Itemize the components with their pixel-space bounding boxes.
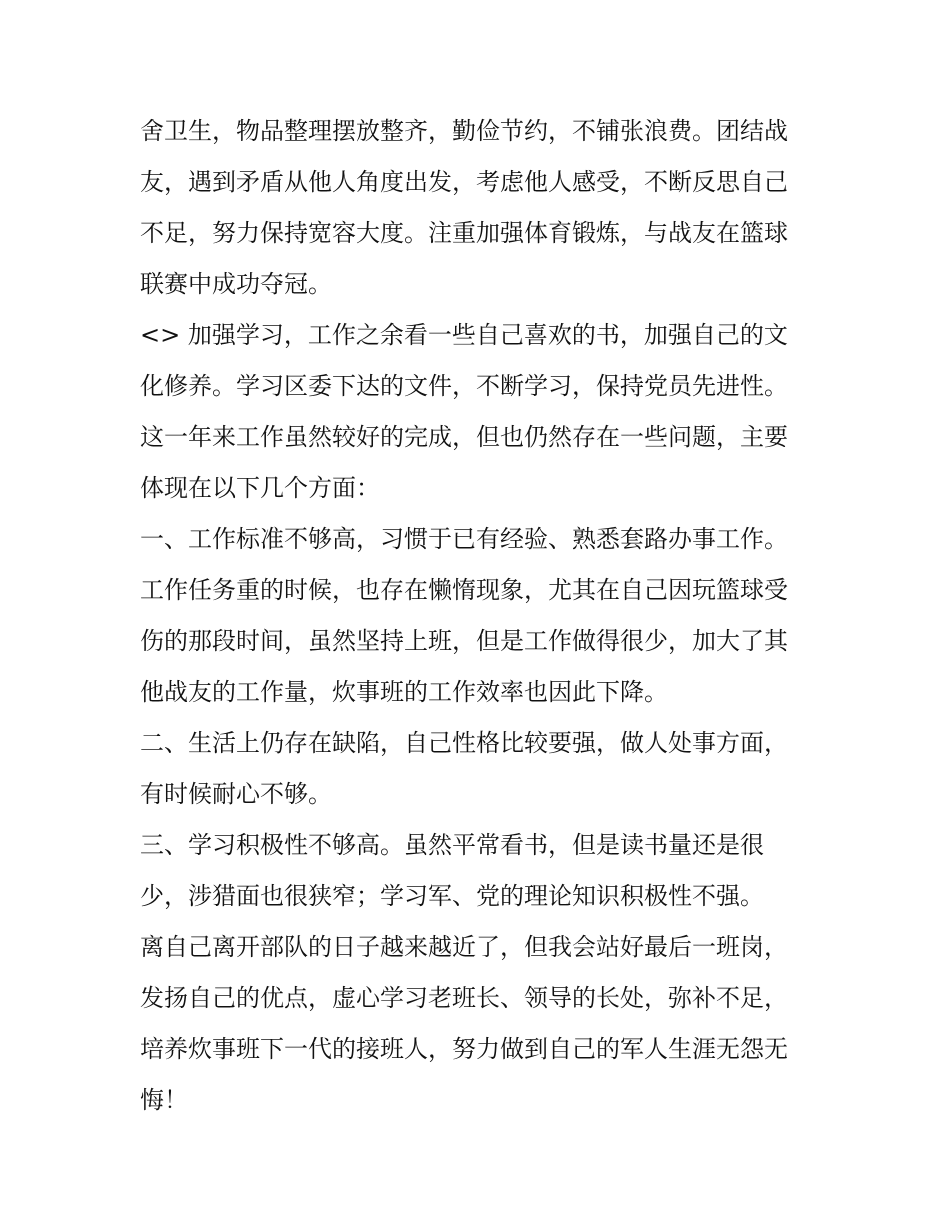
text-line: 发扬自己的优点，虚心学习老班长、领导的长处，弥补不足，: [140, 984, 788, 1012]
text-line: 离自己离开部队的日子越来越近了，但我会站好最后一班岗，: [140, 933, 788, 961]
text-line: 不足，努力保持宽容大度。注重加强体育锻炼，与战友在篮球: [140, 219, 788, 247]
text-line: 工作任务重的时候，也存在懒惰现象，尤其在自己因玩篮球受: [140, 576, 788, 604]
text-line: 这一年来工作虽然较好的完成，但也仍然存在一些问题，主要: [140, 423, 788, 451]
text-line: 友，遇到矛盾从他人角度出发，考虑他人感受，不断反思自己: [140, 168, 788, 196]
text-line: 培养炊事班下一代的接班人，努力做到自己的军人生涯无怨无: [140, 1035, 788, 1063]
text-line: <> 加强学习，工作之余看一些自己喜欢的书，加强自己的文: [140, 321, 788, 349]
document-text-body: [140, 106, 820, 1126]
text-line: 悔！: [140, 1086, 188, 1114]
text-line: 舍卫生，物品整理摆放整齐，勤俭节约，不铺张浪费。团结战: [140, 117, 788, 145]
text-line: 有时候耐心不够。: [140, 780, 332, 808]
text-line: 他战友的工作量，炊事班的工作效率也因此下降。: [140, 678, 668, 706]
text-line: 伤的那段时间，虽然坚持上班，但是工作做得很少，加大了其: [140, 627, 788, 655]
text-line: 联赛中成功夺冠。: [140, 270, 332, 298]
text-line: 三、学习积极性不够高。虽然平常看书，但是读书量还是很: [140, 831, 764, 859]
text-line: 化修养。学习区委下达的文件，不断学习，保持党员先进性。: [140, 372, 788, 400]
text-line: 体现在以下几个方面：: [140, 474, 380, 502]
text-line: 一、工作标准不够高，习惯于已有经验、熟悉套路办事工作。: [140, 525, 788, 553]
text-line: 少，涉猎面也很狭窄；学习军、党的理论知识积极性不强。: [140, 882, 764, 910]
text-line: 二、生活上仍存在缺陷，自己性格比较要强，做人处事方面，: [140, 729, 788, 757]
